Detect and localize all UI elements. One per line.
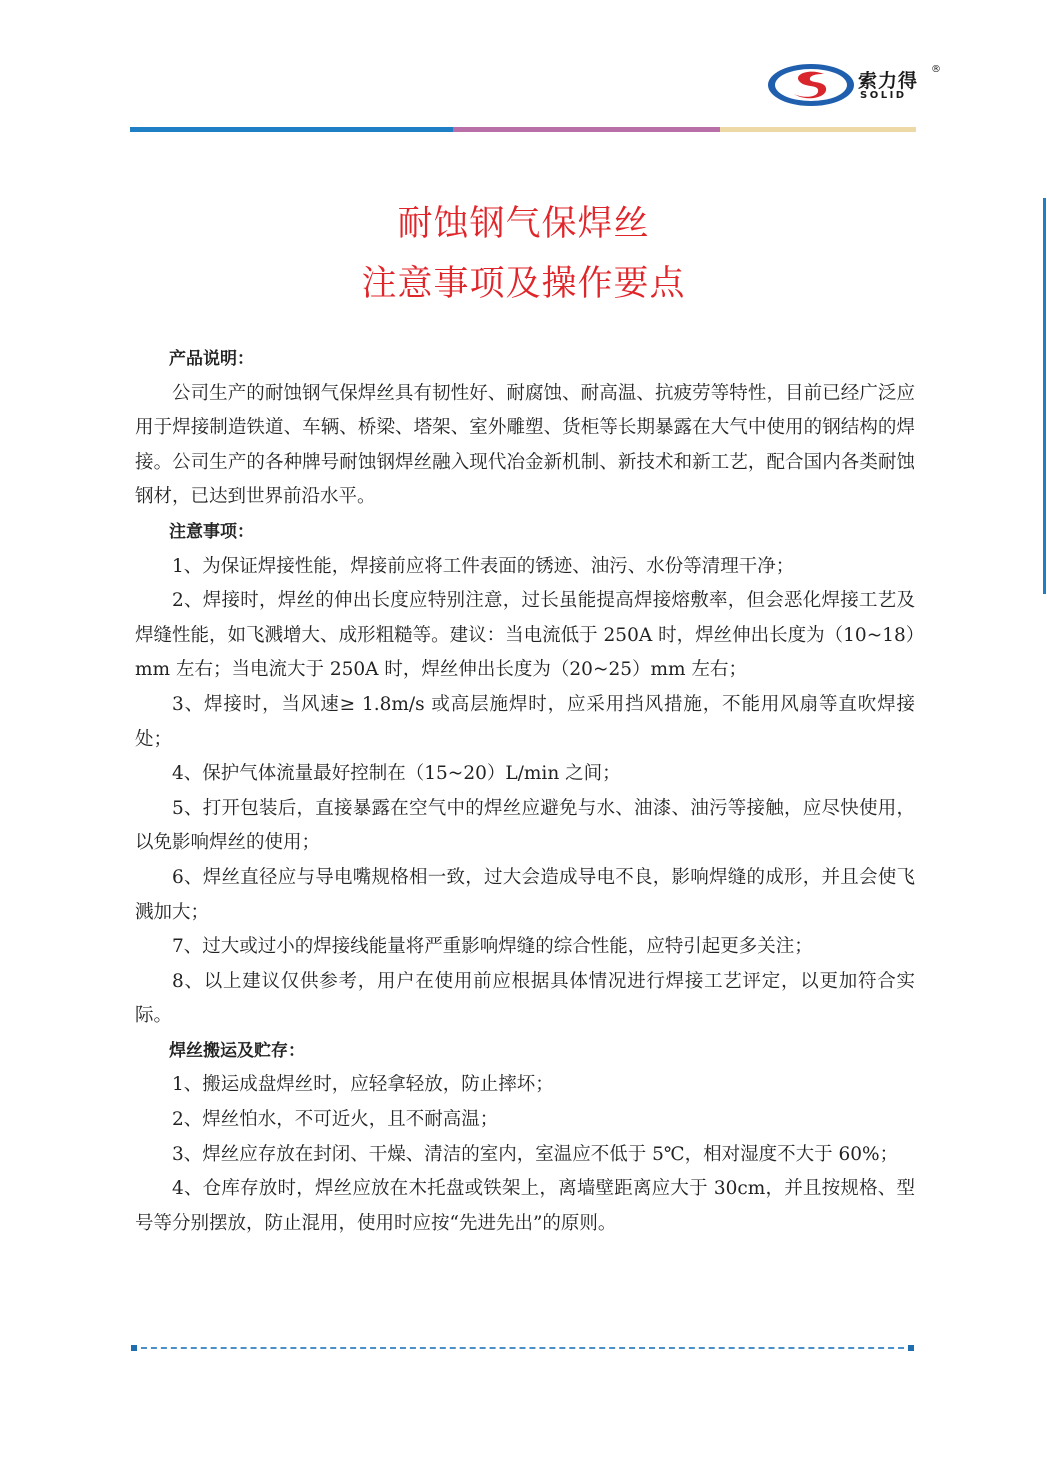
product-description-text: 公司生产的耐蚀钢气保焊丝具有韧性好、耐腐蚀、耐高温、抗疲劳等特性，目前已经广泛应用于焊接制造铁道、车辆、桥梁、塔架、室外雕塑、货柜等长期暴露在大气中使用的钢结构的焊接。公司生产的各种牌号耐蚀钢焊丝融入现代冶金新机制、新技术和新工艺，配合国内各类耐蚀钢材，已达到世界前沿水平。 xyxy=(135,382,915,508)
storage-item: 4、仓库存放时，焊丝应放在木托盘或铁架上，离墙壁距离应大于 30cm，并且按规格、型号等分别摆放，防止混用，使用时应按“先进先出”的原则。 xyxy=(135,1178,915,1234)
note-item: 5、打开包装后，直接暴露在空气中的焊丝应避免与水、油漆、油污等接触，应尽快使用，以免影响焊丝的使用； xyxy=(135,797,915,854)
logo-english-name: SOLID xyxy=(860,90,907,101)
registered-mark: ® xyxy=(931,64,941,75)
note-item: 6、焊丝直径应与导电嘴规格相一致，过大会造成导电不良，影响焊缝的成形，并且会使飞溅加大； xyxy=(135,866,915,923)
note-item: 2、焊接时，焊丝的伸出长度应特别注意，过长虽能提高焊接熔敷率，但会恶化焊接工艺及焊缝性能，如飞溅增大、成形粗糙等。建议：当电流低于 250A 时，焊丝伸出长度为（10~18）mm 左右；当电流大于 250A 时，焊丝伸出长度为（20~25）mm 左右； xyxy=(135,590,915,681)
document-body xyxy=(135,342,915,1241)
header-color-bar xyxy=(130,127,916,132)
footer-left-dot xyxy=(131,1345,137,1351)
header-bar-purple-segment xyxy=(453,127,720,132)
header-bar-blue-segment xyxy=(130,127,453,132)
note-item: 7、过大或过小的焊接线能量将严重影响焊缝的综合性能，应特引起更多关注； xyxy=(172,936,813,958)
page-title-line-1: 耐蚀钢气保焊丝 xyxy=(397,204,650,244)
note-item: 1、为保证焊接性能，焊接前应将工件表面的锈迹、油污、水份等清理干净； xyxy=(172,555,795,577)
company-logo xyxy=(766,62,946,112)
header-bar-beige-segment xyxy=(720,127,916,132)
note-item: 4、保护气体流量最好控制在（15~20）L/min 之间； xyxy=(172,763,621,785)
page-title-line-2: 注意事项及操作要点 xyxy=(361,264,686,304)
storage-heading: 焊丝搬运及贮存： xyxy=(169,1040,305,1061)
solid-logo-icon xyxy=(766,62,856,108)
footer-right-dot xyxy=(908,1345,914,1351)
footer-dashed-divider xyxy=(131,1347,914,1349)
storage-item: 2、焊丝怕水，不可近火，且不耐高温； xyxy=(172,1109,499,1131)
product-description-heading: 产品说明： xyxy=(169,349,254,369)
storage-item: 3、焊丝应存放在封闭、干燥、清洁的室内，室温应不低于 5℃，相对湿度不大于 60%； xyxy=(172,1143,899,1165)
logo-chinese-name: 索力得 xyxy=(858,70,919,92)
notes-heading: 注意事项： xyxy=(169,521,254,542)
note-item: 3、焊接时，当风速≥ 1.8m/s 或高层施焊时，应采用挡风措施，不能用风扇等直吹焊接处； xyxy=(135,693,915,750)
storage-item: 1、搬运成盘焊丝时，应轻拿轻放，防止摔坏； xyxy=(172,1074,554,1096)
note-item: 8、以上建议仅供参考，用户在使用前应根据具体情况进行焊接工艺评定，以更加符合实际。 xyxy=(135,970,915,1027)
